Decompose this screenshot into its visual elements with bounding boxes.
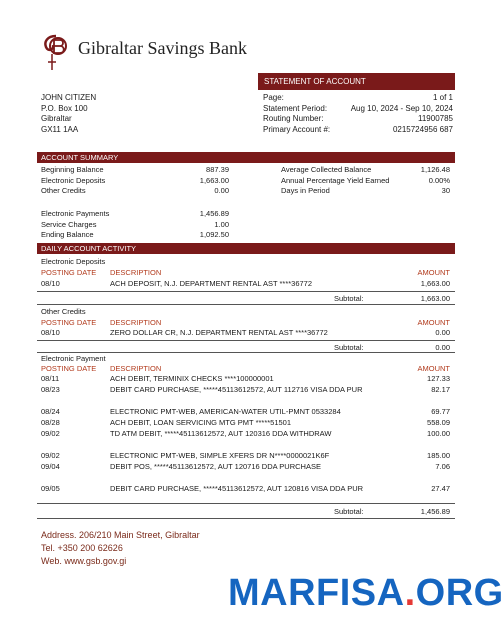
subtotal-label: Subtotal:: [334, 343, 364, 352]
description-header: DESCRIPTION: [110, 318, 162, 327]
watermark-left: MARFISA: [228, 572, 405, 614]
routing-value: 11900785: [418, 114, 453, 123]
statement-title-bar: STATEMENT OF ACCOUNT: [258, 73, 455, 90]
row-amount: 127.33: [427, 374, 450, 383]
daily-activity-bar: DAILY ACCOUNT ACTIVITY: [37, 243, 455, 254]
amount-header: AMOUNT: [417, 364, 450, 373]
row-description: ACH DEBIT, LOAN SERVICING MTG PMT *****51501: [110, 418, 292, 427]
row-date: 09/02: [41, 451, 60, 460]
row-amount: 7.06: [435, 462, 450, 471]
footer-web: Web. www.gsb.gov.gi: [41, 556, 127, 566]
summary-label: Annual Percentage Yield Earned: [281, 175, 390, 185]
summary-label: Other Credits: [41, 186, 86, 195]
posting-date-header: POSTING DATE: [41, 318, 97, 327]
summary-label: Service Charges: [41, 219, 97, 229]
row-date: 08/11: [41, 374, 60, 383]
watermark-right: ORG: [415, 572, 504, 614]
page-label: Page:: [263, 93, 284, 102]
summary-left-top: [41, 165, 229, 197]
customer-line1: P.O. Box 100: [41, 103, 88, 113]
amount-header: AMOUNT: [417, 268, 450, 277]
subtotal-value: 1,663.00: [420, 294, 450, 303]
period-label: Statement Period:: [263, 103, 328, 113]
section-title: Other Credits: [41, 307, 86, 316]
footer-address: Address. 206/210 Main Street, Gibraltar: [41, 530, 200, 540]
watermark-dot: .: [404, 572, 416, 614]
summary-left-bottom: [41, 209, 229, 241]
divider: [37, 518, 455, 519]
summary-value: 1.00: [214, 219, 229, 229]
divider: [37, 352, 455, 353]
summary-value: 1,092.50: [199, 230, 229, 239]
row-amount: 1,663.00: [420, 279, 450, 288]
section-title: Electronic Deposits: [41, 257, 106, 266]
row-amount: 27.47: [431, 484, 450, 493]
customer-line3: GX11 1AA: [41, 124, 79, 134]
customer-line2: Gibraltar: [41, 114, 72, 123]
summary-value: 1,663.00: [199, 175, 229, 185]
summary-value: 1,126.48: [420, 165, 450, 174]
row-description: DEBIT CARD PURCHASE, *****45113612572, AUT 120816 VISA DDA PUR: [110, 484, 364, 493]
row-amount: 100.00: [427, 429, 450, 438]
row-description: ELECTRONIC PMT-WEB, SIMPLE XFERS DR N****0000021K6F: [110, 451, 330, 460]
summary-value: 0.00%: [428, 175, 450, 185]
row-date: 08/28: [41, 418, 60, 427]
customer-address: [41, 93, 96, 135]
summary-label: Electronic Deposits: [41, 175, 106, 185]
subtotal-value: 0.00: [435, 343, 450, 352]
summary-value: 1,456.89: [199, 209, 229, 218]
row-description: DEBIT CARD PURCHASE, *****45113612572, AUT 112716 VISA DDA PUR: [110, 385, 363, 394]
divider: [37, 503, 455, 504]
footer-phone: Tel. +350 200 62626: [41, 543, 123, 553]
statement-meta: [263, 93, 453, 135]
primary-account-label: Primary Account #:: [263, 124, 331, 134]
row-date: 08/23: [41, 385, 60, 394]
summary-label: Days in Period: [281, 186, 330, 195]
subtotal-value: 1,456.89: [420, 507, 450, 516]
row-date: 08/24: [41, 407, 60, 416]
account-summary-bar: ACCOUNT SUMMARY: [37, 152, 455, 163]
summary-right: [281, 165, 450, 197]
customer-name: JOHN CITIZEN: [41, 93, 97, 102]
posting-date-header: POSTING DATE: [41, 364, 97, 373]
row-description: ACH DEBIT, TERMINIX CHECKS ****100000001: [110, 374, 274, 383]
posting-date-header: POSTING DATE: [41, 268, 97, 277]
summary-label: Ending Balance: [41, 230, 94, 239]
row-date: 09/04: [41, 462, 60, 471]
amount-header: AMOUNT: [417, 318, 450, 327]
section-title: Electronic Payment: [41, 354, 106, 363]
routing-label: Routing Number:: [263, 114, 324, 123]
row-amount: 185.00: [427, 451, 450, 460]
summary-value: 0.00: [214, 186, 229, 195]
row-description: ACH DEPOSIT, N.J. DEPARTMENT RENTAL AST ****36772: [110, 279, 313, 288]
row-date: 08/10: [41, 279, 60, 288]
row-description: ELECTRONIC PMT-WEB, AMERICAN-WATER UTIL-PMNT 0533284: [110, 407, 341, 416]
summary-label: Average Collected Balance: [281, 165, 372, 174]
page-value: 1 of 1: [432, 93, 453, 102]
divider: [37, 304, 455, 305]
bank-name: Gibraltar Savings Bank: [78, 38, 247, 58]
summary-label: Beginning Balance: [41, 165, 104, 174]
divider: [37, 340, 455, 341]
row-description: DEBIT POS, *****45113612572, AUT 120716 DDA PURCHASE: [110, 462, 321, 471]
row-amount: 82.17: [431, 385, 450, 394]
summary-label: Electronic Payments: [41, 209, 110, 218]
row-date: 09/02: [41, 429, 60, 438]
subtotal-label: Subtotal:: [334, 507, 364, 516]
row-amount: 69.77: [431, 407, 450, 416]
summary-value: 887.39: [206, 165, 229, 174]
description-header: DESCRIPTION: [110, 364, 162, 373]
divider: [37, 291, 455, 292]
row-amount: 558.09: [427, 418, 450, 427]
row-date: 08/10: [41, 328, 60, 337]
row-description: TD ATM DEBIT, *****45113612572, AUT 120316 DDA WITHDRAW: [110, 429, 332, 438]
period-value: Aug 10, 2024 - Sep 10, 2024: [350, 103, 453, 113]
description-header: DESCRIPTION: [110, 268, 162, 277]
row-description: ZERO DOLLAR CR, N.J. DEPARTMENT RENTAL AST ****36772: [110, 328, 328, 337]
primary-account-value: 0215724956 687: [392, 124, 453, 134]
row-amount: 0.00: [435, 328, 450, 337]
subtotal-label: Subtotal:: [334, 294, 364, 303]
row-date: 09/05: [41, 484, 60, 493]
watermark: [228, 572, 504, 615]
summary-value: 30: [441, 186, 450, 195]
bank-logo-icon: [40, 32, 72, 74]
